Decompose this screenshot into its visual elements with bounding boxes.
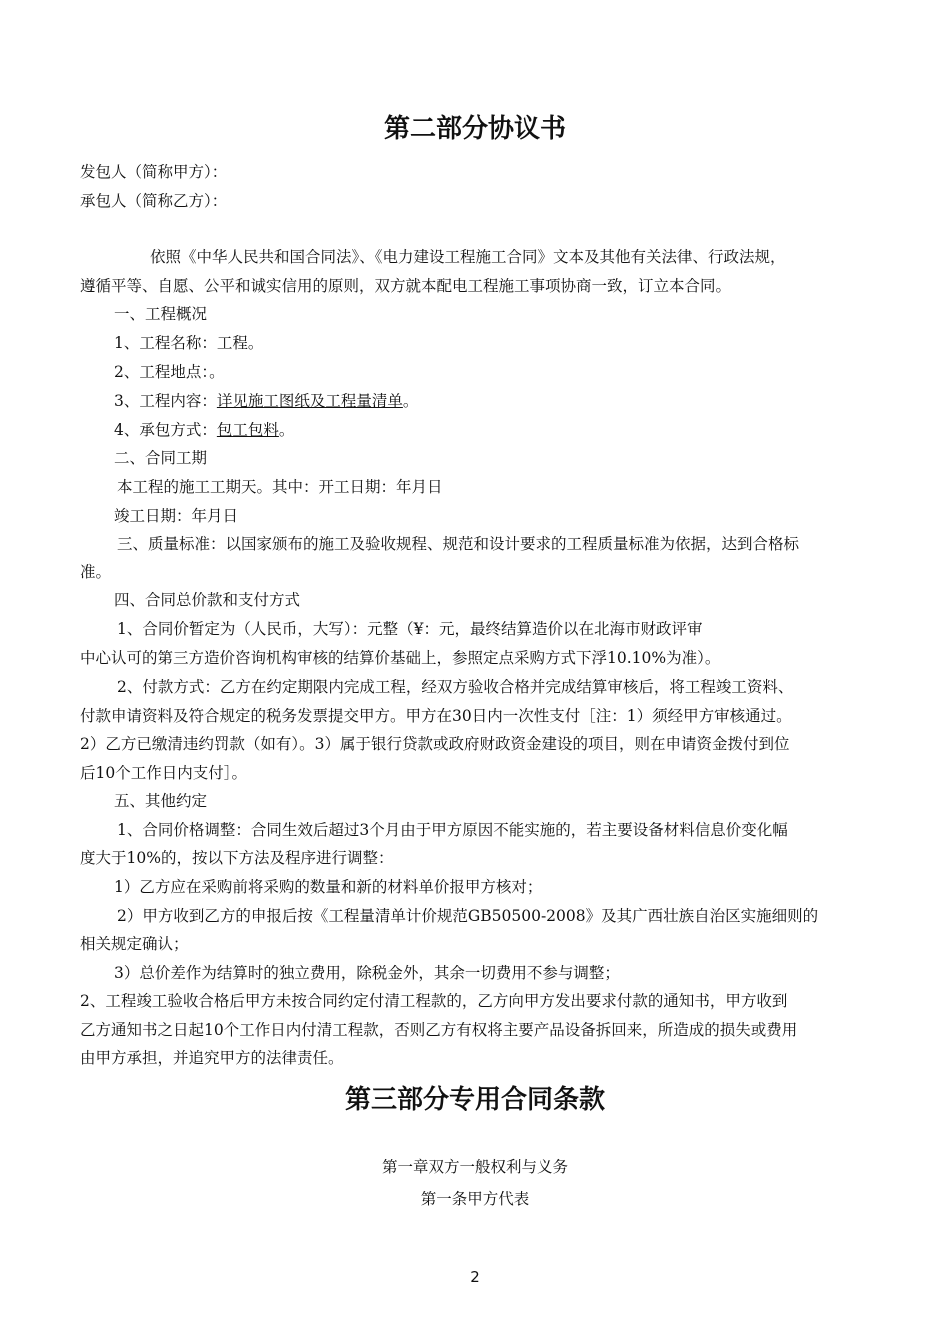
contract-mode [114,420,294,440]
part2-title: 第二部分协议书 [383,114,566,144]
payment-line-4: 后10个工作日内支付］。 [80,764,247,782]
chapter-heading: 第一章双方一般权利与义务 [381,1158,568,1176]
project-content-end: 。 [402,392,419,410]
project-location: 2、工程地点：。 [114,363,225,381]
section-4-heading: 四、合同总价款和支付方式 [114,591,301,609]
price-adjust-line-2: 度大于10%的，按以下方法及程序进行调整： [80,849,394,867]
price-line-2: 中心认可的第三方造价咨询机构审核的结算价基础上，参照定点采购方式下浮10.10%为准）。 [80,649,721,667]
project-name: 1、工程名称：工程。 [114,334,264,352]
contract-mode-end: 。 [278,421,295,439]
part3-title: 第三部分专用合同条款 [344,1085,605,1115]
contract-mode-label: 4、承包方式： [114,421,217,439]
payment-line-2: 付款申请资料及符合规定的税务发票提交甲方。甲方在30日内一次性支付［注：1）须经甲方审核通过。 [80,707,792,725]
payment-line-3: 2）乙方已缴清违约罚款（如有）。3）属于银行贷款或政府财政资金建设的项目，则在申请资金拨付到位 [80,735,790,753]
project-content [114,391,418,411]
price-line-1: 1、合同价暂定为（人民币，大写）：元整（¥：元，最终结算造价以在北海市财政评审 [117,620,703,638]
section-2-heading: 二、合同工期 [114,449,208,467]
article-heading: 第一条甲方代表 [420,1190,530,1208]
duration-line: 本工程的施工工期天。其中：开工日期：年月日 [117,478,443,496]
payment-line-1: 2、付款方式：乙方在约定期限内完成工程，经双方验收合格并完成结算审核后，将工程竣工资料、 [117,678,794,696]
price-adjust-line-1: 1、合同价格调整：合同生效后超过3个月由于甲方原因不能实施的，若主要设备材料信息价变化幅 [117,821,788,839]
late-payment-line-1: 2、工程竣工验收合格后甲方未按合同约定付清工程款的，乙方向甲方发出要求付款的通知书，甲方收到 [80,992,788,1010]
adjust-step-3: 3）总价差作为结算时的独立费用，除税金外，其余一切费用不参与调整； [114,964,620,982]
quality-standard-line-1: 三、质量标准：以国家颁布的施工及验收规程、规范和设计要求的工程质量标准为依据，达到合格标 [117,535,800,553]
contract-mode-value: 包工包料 [216,421,279,439]
quality-standard-line-2: 准。 [80,563,112,581]
page-number: 2 [470,1268,480,1286]
intro-line-1: 依照《中华人民共和国合同法》、《电力建设工程施工合同》文本及其他有关法律、行政法规， [150,248,786,266]
adjust-step-2-line-1: 2）甲方收到乙方的申报后按《工程量清单计价规范GB50500-2008》及其广西壮族自治区实施细则的 [117,907,819,925]
adjust-step-2-line-2: 相关规定确认； [80,935,189,953]
completion-date-line: 竣工日期：年月日 [114,507,239,525]
employer-line: 发包人（简称甲方）： [80,163,228,181]
adjust-step-1: 1）乙方应在采购前将采购的数量和新的材料单价报甲方核对； [114,878,543,896]
intro-line-2: 遵循平等、自愿、公平和诚实信用的原则，双方就本配电工程施工事项协商一致，订立本合同。 [80,277,732,295]
project-content-value: 详见施工图纸及工程量清单 [216,392,403,410]
project-content-label: 3、工程内容： [114,392,217,410]
late-payment-line-3: 由甲方承担，并追究甲方的法律责任。 [80,1049,344,1067]
section-5-heading: 五、其他约定 [114,792,208,810]
contractor-line: 承包人（简称乙方）： [80,192,228,210]
late-payment-line-2: 乙方通知书之日起10个工作日内付清工程款，否则乙方有权将主要产品设备拆回来，所造成的损失或费用 [80,1021,798,1039]
section-1-heading: 一、工程概况 [114,305,208,323]
